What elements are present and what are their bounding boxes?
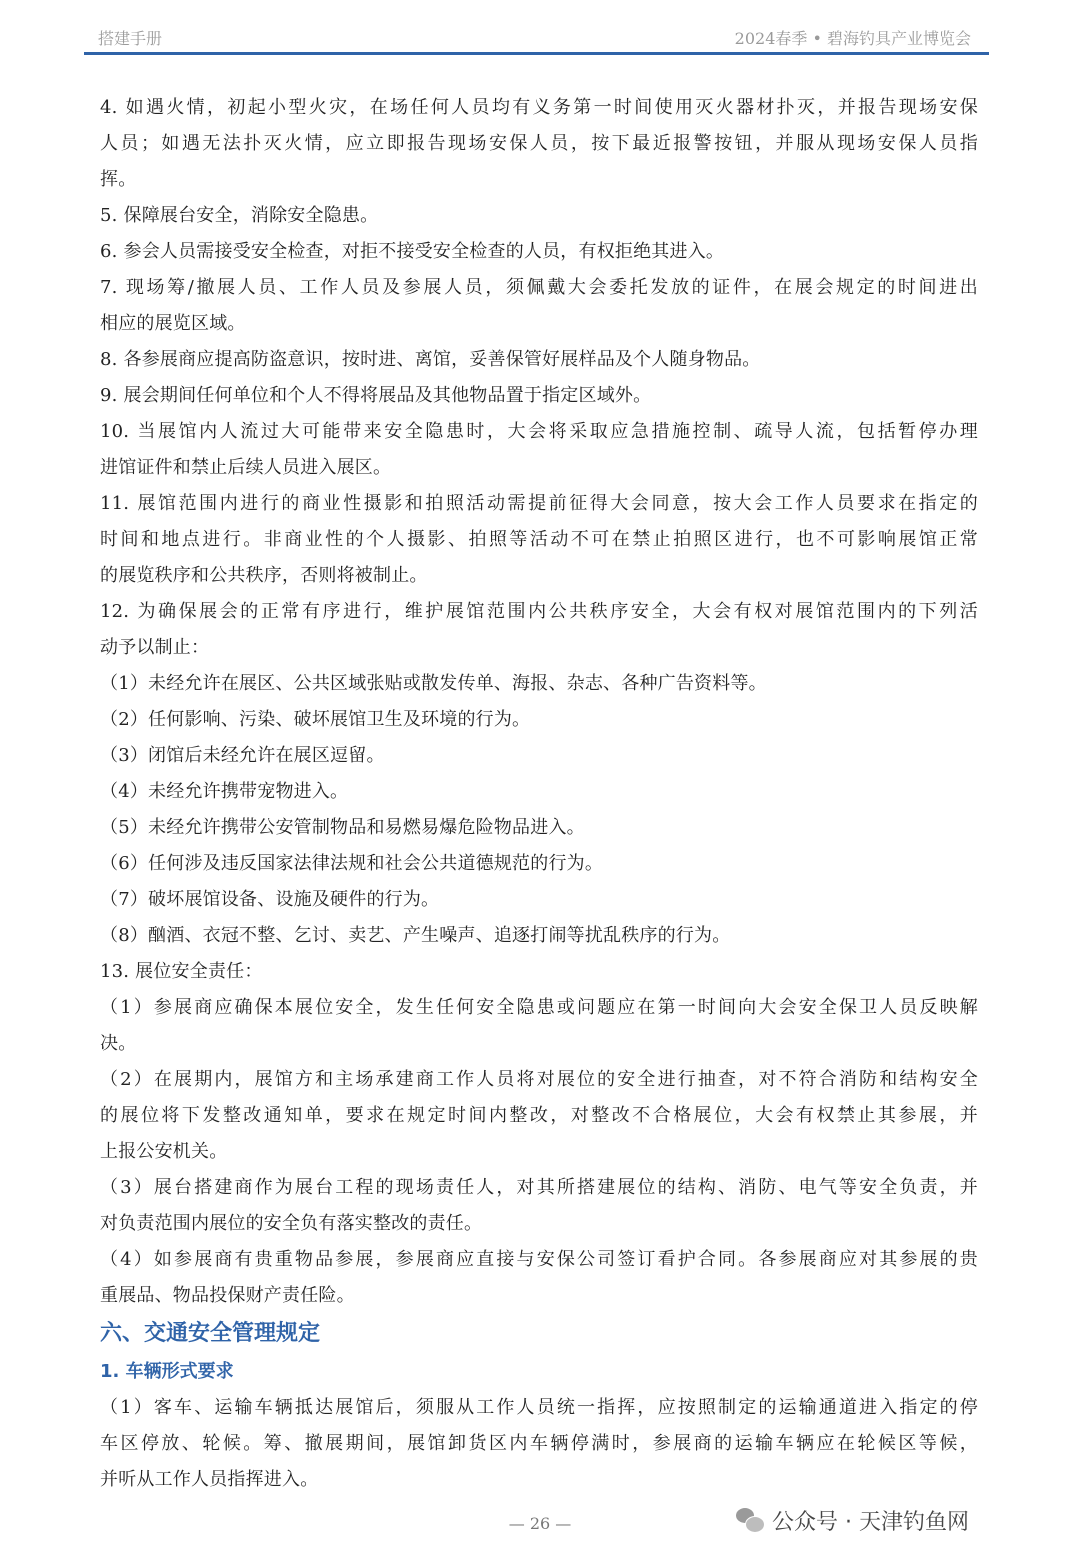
text-line: 7. 现场筹/撤展人员、工作人员及参展人员，须佩戴大会委托发放的证件，在展会规定的时间进出 (100, 277, 978, 298)
text-line: （4）未经允许携带宠物进入。 (100, 781, 349, 802)
text-line: （3）展台搭建商作为展台工程的现场责任人，对其所搭建展位的结构、消防、电气等安全负责，并 (100, 1177, 978, 1198)
text-line: 8. 各参展商应提高防盗意识，按时进、离馆，妥善保管好展样品及个人随身物品。 (100, 349, 761, 370)
wechat-icon (736, 1506, 764, 1534)
text-line: 11. 展馆范围内进行的商业性摄影和拍照活动需提前征得大会同意，按大会工作人员要求在指定的 (100, 493, 978, 514)
page-header (84, 22, 989, 50)
text-line: 4. 如遇火情，初起小型火灾，在场任何人员均有义务第一时间使用灭火器材扑灭，并报告现场安保 (100, 97, 978, 118)
text-line: （3）闭馆后未经允许在展区逗留。 (100, 745, 385, 766)
text-line: 10. 当展馆内人流过大可能带来安全隐患时，大会将采取应急措施控制、疏导人流，包括暂停办理 (100, 421, 978, 442)
section-heading: 六、交通安全管理规定 (100, 1321, 321, 1346)
text-line: 上报公安机关。 (100, 1141, 228, 1162)
text-line: （2）在展期内，展馆方和主场承建商工作人员将对展位的安全进行抽查，对不符合消防和结构安全 (100, 1069, 978, 1090)
text-line: 的展位将下发整改通知单，要求在规定时间内整改，对整改不合格展位，大会有权禁止其参展，并 (100, 1105, 978, 1126)
document-body (100, 90, 978, 1498)
text-line: 6. 参会人员需接受安全检查，对拒不接受安全检查的人员，有权拒绝其进入。 (100, 241, 725, 262)
text-line: （1）客车、运输车辆抵达展馆后，须服从工作人员统一指挥，应按照制定的运输通道进入指定的停 (100, 1397, 978, 1418)
text-line: 挥。 (100, 169, 137, 190)
header-right-title: 2024春季 • 碧海钓具产业博览会 (734, 29, 971, 48)
header-left-title: 搭建手册 (98, 29, 163, 48)
subsection-heading: 1. 车辆形式要求 (100, 1361, 234, 1382)
text-line: （4）如参展商有贵重物品参展，参展商应直接与安保公司签订看护合同。各参展商应对其参展的贵 (100, 1249, 978, 1270)
vehicle-rules-list (100, 1390, 978, 1498)
text-line: 车区停放、轮候。筹、撤展期间，展馆卸货区内车辆停满时，参展商的运输车辆应在轮候区等候， (100, 1433, 978, 1454)
rules-list (100, 90, 978, 1314)
text-line: （7）破坏展馆设备、设施及硬件的行为。 (100, 889, 440, 910)
text-line: 决。 (100, 1033, 137, 1054)
text-line: （8）酗酒、衣冠不整、乞讨、卖艺、产生噪声、追逐打闹等扰乱秩序的行为。 (100, 925, 731, 946)
text-line: （2）任何影响、污染、破坏展馆卫生及环境的行为。 (100, 709, 531, 730)
text-line: 对负责范围内展位的安全负有落实整改的责任。 (100, 1213, 483, 1234)
text-line: 进馆证件和禁止后续人员进入展区。 (100, 457, 392, 478)
header-divider (84, 52, 989, 55)
text-line: 时间和地点进行。非商业性的个人摄影、拍照等活动不可在禁止拍照区进行，也不可影响展馆正常 (100, 529, 978, 550)
text-line: 并听从工作人员指挥进入。 (100, 1469, 319, 1490)
text-line: 重展品、物品投保财产责任险。 (100, 1285, 355, 1306)
wechat-watermark (736, 1500, 1056, 1540)
watermark-text: 公众号 · 天津钓鱼网 (772, 1509, 969, 1535)
text-line: 动予以制止： (100, 637, 210, 658)
text-line: 相应的展览区域。 (100, 313, 246, 334)
text-line: 人员；如遇无法扑灭火情，应立即报告现场安保人员，按下最近报警按钮，并服从现场安保人员指 (100, 133, 978, 154)
text-line: （5）未经允许携带公安管制物品和易燃易爆危险物品进入。 (100, 817, 585, 838)
text-line: （6）任何涉及违反国家法律法规和社会公共道德规范的行为。 (100, 853, 604, 874)
text-line: 5. 保障展台安全，消除安全隐患。 (100, 205, 379, 226)
text-line: 9. 展会期间任何单位和个人不得将展品及其他物品置于指定区域外。 (100, 385, 652, 406)
text-line: 12. 为确保展会的正常有序进行，维护展馆范围内公共秩序安全，大会有权对展馆范围内的下列活 (100, 601, 978, 622)
text-line: 的展览秩序和公共秩序，否则将被制止。 (100, 565, 428, 586)
text-line: 13. 展位安全责任： (100, 961, 263, 982)
page-number: — 26 — (508, 1514, 572, 1533)
text-line: （1）参展商应确保本展位安全，发生任何安全隐患或问题应在第一时间向大会安全保卫人员反映解 (100, 997, 978, 1018)
text-line: （1）未经允许在展区、公共区域张贴或散发传单、海报、杂志、各种广告资料等。 (100, 673, 767, 694)
